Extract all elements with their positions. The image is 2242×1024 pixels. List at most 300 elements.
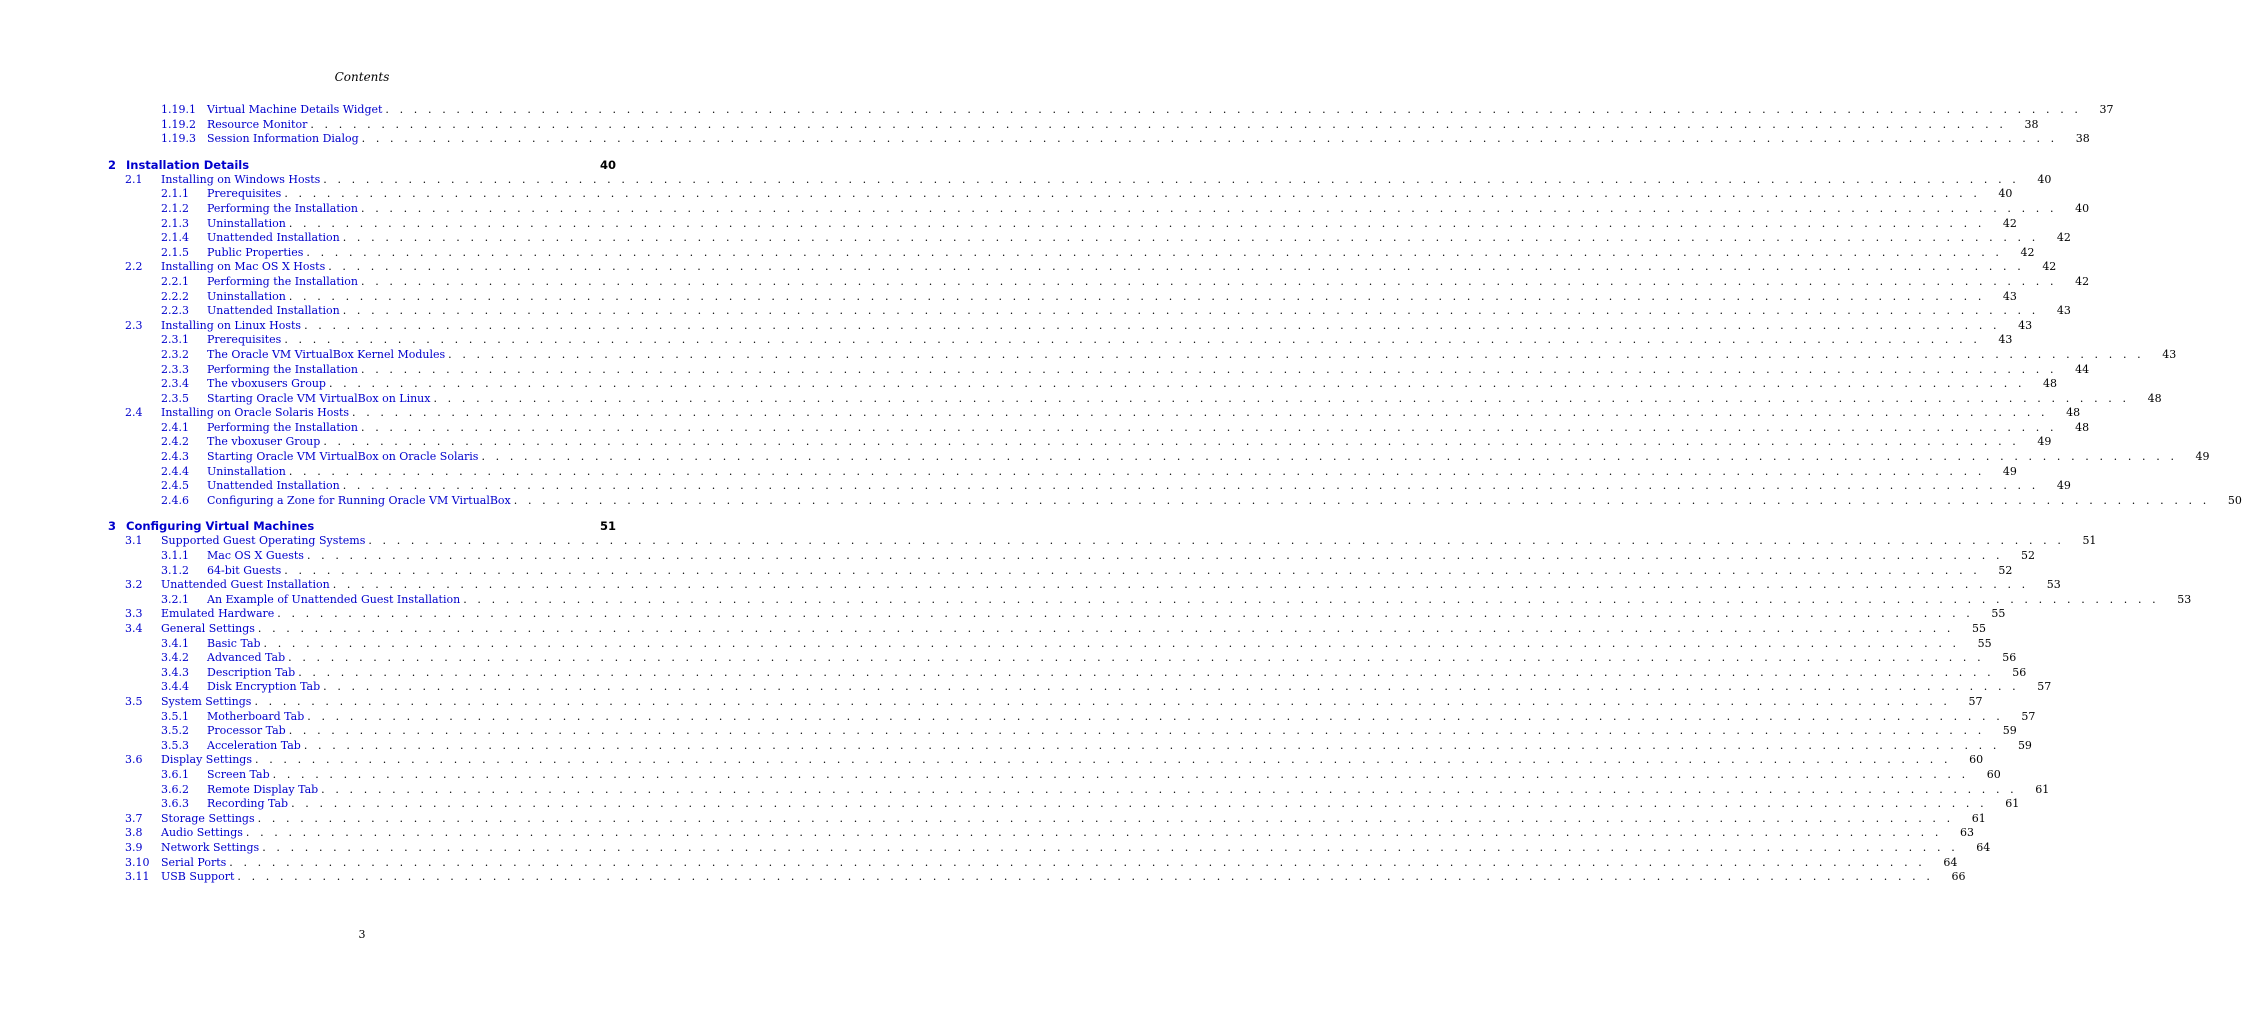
toc-entry-title[interactable]: Starting Oracle VM VirtualBox on Linux xyxy=(207,392,433,407)
toc-entry-title[interactable]: The Oracle VM VirtualBox Kernel Modules xyxy=(207,348,448,363)
toc-entry-page: 51 xyxy=(2082,534,2097,548)
toc-entry-title[interactable]: Serial Ports xyxy=(161,856,229,871)
toc-entry-page: 38 xyxy=(2075,132,2090,146)
toc-section[interactable] xyxy=(108,534,2097,549)
toc-entry-page: 59 xyxy=(2017,738,2032,752)
toc-entry-page: 42 xyxy=(2056,231,2071,245)
toc-entry-number[interactable]: 3.4.2 xyxy=(161,651,189,665)
toc-entry-title[interactable]: Public Properties xyxy=(207,246,306,261)
toc-entry-link[interactable] xyxy=(161,826,1974,841)
dot-leader: . . . . . . . . . . . . . . . . . . . . . . . . . . . . . . . . . . . . . . . . . . . . . . . . . . . . . . . . . . . . . . . . . . . . . . . . . . . . . . . . . . . . . . . . . . . . . . . . . . . . . . . . . . . . . . . . . . . . . . . . xyxy=(361,132,2058,146)
toc-entry-link[interactable] xyxy=(207,493,2242,509)
toc-entry-page: 43 xyxy=(2162,347,2177,361)
dot-leader: . . . . . . . . . . . . . . . . . . . . . . . . . . . . . . . . . . . . . . . . . . . . . . . . . . . . . . . . . . . . . . . . . . . . . . . . . . . . . . . . . . . . . . . . . . . . . . . . . . . . . . . . . . . . . . . . . . . . . . . . xyxy=(323,680,2020,694)
toc-entry-page: 61 xyxy=(2005,797,2020,811)
toc-entry-link[interactable] xyxy=(207,797,2020,812)
toc-entry-number[interactable]: 2.2.1 xyxy=(161,274,189,288)
toc-entry-number[interactable]: 2.4.5 xyxy=(161,479,189,493)
toc-subsection[interactable] xyxy=(108,187,2013,202)
dot-leader: . . . . . . . . . . . . . . . . . . . . . . . . . . . . . . . . . . . . . . . . . . . . . . . . . . . . . . . . . . . . . . . . . . . . . . . . . . . . . . . . . . . . . . . . . . . . . . . . . . . . . . . . . . . . . . . . . . . . . . . . xyxy=(307,709,2004,723)
toc-entry-number[interactable]: 3.4.1 xyxy=(161,636,189,650)
toc-subsection[interactable] xyxy=(108,132,2090,147)
toc-entry-title[interactable]: Recording Tab xyxy=(207,797,291,812)
toc-entry-page: 55 xyxy=(1977,636,1992,650)
toc-entry-title[interactable]: Network Settings xyxy=(161,841,262,856)
toc-entry-title[interactable]: Installing on Oracle Solaris Hosts xyxy=(161,406,352,421)
toc-entry-number[interactable]: 1.19.3 xyxy=(161,132,196,146)
toc-entry-link[interactable] xyxy=(207,767,2001,783)
toc-subsection[interactable] xyxy=(108,549,2036,564)
toc-entry-page: 42 xyxy=(2075,274,2090,288)
toc-entry-number[interactable]: 3.7 xyxy=(125,811,143,825)
dot-leader: . . . . . . . . . . . . . . . . . . . . . . . . . . . . . . . . . . . . . . . . . . . . . . . . . . . . . . . . . . . . . . . . . . . . . . . . . . . . . . . . . . . . . . . . . . . . . . . . . . . . . . . . . . . . . . . . . . . . . . . . xyxy=(284,187,1981,201)
toc-entry-title[interactable]: Prerequisites xyxy=(207,187,284,202)
dot-leader: . . . . . . . . . . . . . . . . . . . . . . . . . . . . . . . . . . . . . . . . . . . . . . . . . . . . . . . . . . . . . . . . . . . . . . . . . . . . . . . . . . . . . . . . . . . . . . . . . . . . . . . . . . . . . . . . . . . . . . . . xyxy=(291,797,1988,811)
toc-entry-link[interactable] xyxy=(207,782,2050,798)
toc-entry-page: 60 xyxy=(1986,767,2001,781)
toc-subsection[interactable] xyxy=(108,479,2071,494)
dot-leader: . . . . . . . . . . . . . . . . . . . . . . . . . . . . . . . . . . . . . . . . . . . . . . . . . . . . . . . . . . . . . . . . . . . . . . . . . . . . . . . . . . . . . . . . . . . . . . . . . . . . . . . . . . . . . . . . . . . . . . . . xyxy=(513,493,2210,507)
toc-entry-page: 49 xyxy=(2037,435,2052,449)
toc-entry-title[interactable]: Unattended Installation xyxy=(207,479,343,494)
toc-entry-title[interactable]: General Settings xyxy=(161,622,258,637)
section-gap xyxy=(108,147,616,158)
toc-entry-number[interactable]: 2.1 xyxy=(125,172,143,186)
toc-entry-page: 52 xyxy=(1998,563,2013,577)
toc-entry-link[interactable] xyxy=(161,753,1984,768)
toc-subsection[interactable] xyxy=(108,435,2052,450)
toc-entry-page: 43 xyxy=(2002,289,2017,303)
toc-entry-number[interactable]: 3.9 xyxy=(125,840,143,854)
toc-entry-page: 43 xyxy=(2056,304,2071,318)
toc-entry-title[interactable]: Session Information Dialog xyxy=(207,132,362,147)
toc-entry-page: 38 xyxy=(2024,117,2039,131)
toc-entry-title[interactable]: Installing on Mac OS X Hosts xyxy=(161,260,328,275)
toc-entry-title[interactable]: Installing on Windows Hosts xyxy=(161,173,323,188)
dot-leader: . . . . . . . . . . . . . . . . . . . . . . . . . . . . . . . . . . . . . . . . . . . . . . . . . . . . . . . . . . . . . . . . . . . . . . . . . . . . . . . . . . . . . . . . . . . . . . . . . . . . . . . . . . . . . . . . . . . . . . . . xyxy=(272,767,1969,781)
toc-entry-link[interactable] xyxy=(207,651,2017,666)
dot-leader: . . . . . . . . . . . . . . . . . . . . . . . . . . . . . . . . . . . . . . . . . . . . . . . . . . . . . . . . . . . . . . . . . . . . . . . . . . . . . . . . . . . . . . . . . . . . . . . . . . . . . . . . . . . . . . . . . . . . . . . . xyxy=(288,464,1985,478)
toc-entry-number[interactable]: 2.2.2 xyxy=(161,289,189,303)
toc-entry-title[interactable]: Unattended Installation xyxy=(207,304,343,319)
toc-entry-link[interactable] xyxy=(161,260,2057,275)
toc-subsection[interactable] xyxy=(108,665,2027,681)
toc-entry-page: 48 xyxy=(2147,391,2162,405)
toc-entry-page: 37 xyxy=(2099,103,2114,116)
toc-subsection[interactable] xyxy=(108,245,2035,261)
page-number: 3 xyxy=(358,928,366,941)
toc-entry-link[interactable] xyxy=(207,347,2177,363)
toc-entry-link[interactable] xyxy=(207,304,2071,319)
dot-leader: . . . . . . . . . . . . . . . . . . . . . . . . . . . . . . . . . . . . . . . . . . . . . . . . . . . . . . . . . . . . . . . . . . . . . . . . . . . . . . . . . . . . . . . . . . . . . . . . . . . . . . . . . . . . . . . . . . . . . . . . xyxy=(310,117,2007,131)
toc-subsection[interactable] xyxy=(108,377,2058,392)
toc-entry-page: 63 xyxy=(1959,826,1974,840)
toc-chapter-number[interactable]: 2 xyxy=(108,157,117,172)
toc-section[interactable] xyxy=(108,622,1986,637)
toc-entry-title[interactable]: 64-bit Guests xyxy=(207,564,284,579)
dot-leader: . . . . . . . . . . . . . . . . . . . . . . . . . . . . . . . . . . . . . . . . . . . . . . . . . . . . . . . . . . . . . . . . . . . . . . . . . . . . . . . . . . . . . . . . . . . . . . . . . . . . . . . . . . . . . . . . . . . . . . . . xyxy=(303,738,2000,752)
toc-entry-page: 42 xyxy=(2020,245,2035,259)
toc-entry-number[interactable]: 2.4.2 xyxy=(161,435,189,449)
dot-leader: . . . . . . . . . . . . . . . . . . . . . . . . . . . . . . . . . . . . . . . . . . . . . . . . . . . . . . . . . . . . . . . . . . . . . . . . . . . . . . . . . . . . . . . . . . . . . . . . . . . . . . . . . . . . . . . . . . . . . . . . xyxy=(245,826,1942,840)
toc-entry-title[interactable]: Uninstallation xyxy=(207,290,289,305)
toc-subsection[interactable] xyxy=(108,651,2017,666)
toc-entry-link[interactable] xyxy=(161,607,2006,622)
toc-entry-link[interactable] xyxy=(207,592,2192,608)
toc-entry-title[interactable]: Configuring a Zone for Running Oracle VM VirtualBox xyxy=(207,494,514,509)
toc-section[interactable] xyxy=(108,811,1986,827)
toc-entry-link[interactable] xyxy=(207,187,2013,202)
dot-leader: . . . . . . . . . . . . . . . . . . . . . . . . . . . . . . . . . . . . . . . . . . . . . . . . . . . . . . . . . . . . . . . . . . . . . . . . . . . . . . . . . . . . . . . . . . . . . . . . . . . . . . . . . . . . . . . . . . . . . . . . xyxy=(262,840,1959,854)
toc-subsection[interactable] xyxy=(108,231,2071,246)
toc-entry-number[interactable]: 2.3.1 xyxy=(161,333,189,347)
toc-entry-link[interactable] xyxy=(207,132,2090,147)
toc-entry-number[interactable]: 2.3.4 xyxy=(161,377,189,391)
toc-entry-page: 55 xyxy=(1972,622,1986,635)
toc-entry-link[interactable] xyxy=(207,289,2017,305)
toc-entry-title[interactable]: Performing the Installation xyxy=(207,421,361,436)
toc-entry-link[interactable] xyxy=(161,172,2052,188)
toc-section[interactable] xyxy=(108,172,2052,188)
toc-subsection[interactable] xyxy=(108,274,2090,290)
toc-subsection[interactable] xyxy=(108,709,2036,725)
toc-entry-number[interactable]: 3.1 xyxy=(125,534,143,548)
toc-entry-link[interactable] xyxy=(207,479,2071,494)
toc-entry-page: 42 xyxy=(2042,260,2057,274)
toc-section[interactable] xyxy=(108,406,2081,421)
toc-entry-link[interactable] xyxy=(207,333,2013,348)
toc-entry-link[interactable] xyxy=(207,709,2036,725)
toc-entry-page: 44 xyxy=(2075,362,2090,376)
toc-entry-link[interactable] xyxy=(207,117,2039,133)
toc-entry-page: 64 xyxy=(1976,840,1991,854)
toc-entry-number[interactable]: 3.3 xyxy=(125,607,143,621)
toc-entry-page: 43 xyxy=(1998,333,2013,347)
toc-entry-page: 61 xyxy=(2035,782,2050,796)
dot-leader: . . . . . . . . . . . . . . . . . . . . . . . . . . . . . . . . . . . . . . . . . . . . . . . . . . . . . . . . . . . . . . . . . . . . . . . . . . . . . . . . . . . . . . . . . . . . . . . . . . . . . . . . . . . . . . . . . . . . . . . . xyxy=(237,870,1934,884)
toc-entry-page: 48 xyxy=(2066,406,2081,420)
toc-entry-title[interactable]: Acceleration Tab xyxy=(207,739,304,754)
toc-entry-link[interactable] xyxy=(207,362,2090,378)
toc-entry-title[interactable]: Performing the Installation xyxy=(207,363,361,378)
toc-entry-number[interactable]: 1.19.2 xyxy=(161,117,196,131)
dot-leader: . . . . . . . . . . . . . . . . . . . . . . . . . . . . . . . . . . . . . . . . . . . . . . . . . . . . . . . . . . . . . . . . . . . . . . . . . . . . . . . . . . . . . . . . . . . . . . . . . . . . . . . . . . . . . . . . . . . . . . . . xyxy=(433,391,2130,405)
toc-section[interactable] xyxy=(108,870,1966,885)
toc-entry-number[interactable]: 2.2.3 xyxy=(161,304,189,318)
toc-entry-page: 64 xyxy=(1943,855,1958,869)
toc-entry-title[interactable]: Processor Tab xyxy=(207,724,289,739)
toc-entry-link[interactable] xyxy=(207,420,2090,436)
toc-entry-number[interactable]: 3.10 xyxy=(125,855,150,869)
toc-entry-link[interactable] xyxy=(207,274,2090,290)
toc-subsection[interactable] xyxy=(108,347,2177,363)
toc-entry-link[interactable] xyxy=(161,855,1958,871)
toc-entry-title[interactable]: Storage Settings xyxy=(161,812,258,827)
toc-section[interactable] xyxy=(108,826,1974,841)
toc-entry-link[interactable] xyxy=(207,245,2035,261)
toc-entry-title[interactable]: Performing the Installation xyxy=(207,275,361,290)
toc-entry-link[interactable] xyxy=(207,724,2017,739)
toc-entry-page: 59 xyxy=(2002,724,2017,738)
dot-leader: . . . . . . . . . . . . . . . . . . . . . . . . . . . . . . . . . . . . . . . . . . . . . . . . . . . . . . . . . . . . . . . . . . . . . . . . . . . . . . . . . . . . . . . . . . . . . . . . . . . . . . . . . . . . . . . . . . . . . . . . xyxy=(368,534,2065,548)
toc-entry-page: 57 xyxy=(2021,709,2036,723)
toc-entry-page: 53 xyxy=(2177,592,2192,606)
toc-entry-title[interactable]: Emulated Hardware xyxy=(161,607,277,622)
toc-entry-link[interactable] xyxy=(207,201,2090,217)
toc-subsection[interactable] xyxy=(108,797,2020,812)
toc-section[interactable] xyxy=(108,607,2006,622)
toc-section[interactable] xyxy=(108,855,1958,871)
toc-entry-number[interactable]: 2.1.3 xyxy=(161,216,189,230)
toc-entry-title[interactable]: Starting Oracle VM VirtualBox on Oracle Solaris xyxy=(207,450,481,465)
toc-entry-number[interactable]: 2.3.2 xyxy=(161,347,189,361)
dot-leader: . . . . . . . . . . . . . . . . . . . . . . . . . . . . . . . . . . . . . . . . . . . . . . . . . . . . . . . . . . . . . . . . . . . . . . . . . . . . . . . . . . . . . . . . . . . . . . . . . . . . . . . . . . . . . . . . . . . . . . . . xyxy=(255,753,1952,767)
toc-entry-page: 53 xyxy=(2046,578,2061,592)
dot-leader: . . . . . . . . . . . . . . . . . . . . . . . . . . . . . . . . . . . . . . . . . . . . . . . . . . . . . . . . . . . . . . . . . . . . . . . . . . . . . . . . . . . . . . . . . . . . . . . . . . . . . . . . . . . . . . . . . . . . . . . . xyxy=(323,172,2020,186)
toc-entry-page: 57 xyxy=(2037,680,2052,694)
toc-entry-title[interactable]: Performing the Installation xyxy=(207,202,361,217)
dot-leader: . . . . . . . . . . . . . . . . . . . . . . . . . . . . . . . . . . . . . . . . . . . . . . . . . . . . . . . . . . . . . . . . . . . . . . . . . . . . . . . . . . . . . . . . . . . . . . . . . . . . . . . . . . . . . . . . . . . . . . . . xyxy=(254,694,1951,708)
toc-entry-title[interactable]: Audio Settings xyxy=(161,826,246,841)
toc-entry-title[interactable]: Unattended Installation xyxy=(207,231,343,246)
toc-entry-number[interactable]: 2.4.1 xyxy=(161,420,189,434)
toc-section[interactable] xyxy=(108,578,2061,593)
toc-entry-page: 49 xyxy=(2002,464,2017,478)
toc-entry-page: 48 xyxy=(2075,420,2090,434)
toc-section[interactable] xyxy=(108,840,1991,856)
toc-entry-title[interactable]: Virtual Machine Details Widget xyxy=(207,103,385,118)
toc-entry-link[interactable] xyxy=(161,622,1986,637)
dot-leader: . . . . . . . . . . . . . . . . . . . . . . . . . . . . . . . . . . . . . . . . . . . . . . . . . . . . . . . . . . . . . . . . . . . . . . . . . . . . . . . . . . . . . . . . . . . . . . . . . . . . . . . . . . . . . . . . . . . . . . . . xyxy=(284,333,1981,347)
toc-entry-number[interactable]: 3.4 xyxy=(125,622,143,635)
toc-entry-number[interactable]: 3.5.2 xyxy=(161,724,189,738)
toc-entry-link[interactable] xyxy=(207,377,2058,392)
dot-leader: . . . . . . . . . . . . . . . . . . . . . . . . . . . . . . . . . . . . . . . . . . . . . . . . . . . . . . . . . . . . . . . . . . . . . . . . . . . . . . . . . . . . . . . . . . . . . . . . . . . . . . . . . . . . . . . . . . . . . . . . xyxy=(361,420,2058,434)
dot-leader: . . . . . . . . . . . . . . . . . . . . . . . . . . . . . . . . . . . . . . . . . . . . . . . . . . . . . . . . . . . . . . . . . . . . . . . . . . . . . . . . . . . . . . . . . . . . . . . . . . . . . . . . . . . . . . . . . . . . . . . . xyxy=(361,362,2058,376)
dot-leader: . . . . . . . . . . . . . . . . . . . . . . . . . . . . . . . . . . . . . . . . . . . . . . . . . . . . . . . . . . . . . . . . . . . . . . . . . . . . . . . . . . . . . . . . . . . . . . . . . . . . . . . . . . . . . . . . . . . . . . . . xyxy=(352,406,2049,420)
dot-leader: . . . . . . . . . . . . . . . . . . . . . . . . . . . . . . . . . . . . . . . . . . . . . . . . . . . . . . . . . . . . . . . . . . . . . . . . . . . . . . . . . . . . . . . . . . . . . . . . . . . . . . . . . . . . . . . . . . . . . . . . xyxy=(288,651,1985,665)
toc-subsection[interactable] xyxy=(108,464,2017,480)
toc-entry-number[interactable]: 2.3.3 xyxy=(161,362,189,376)
toc-entry-title[interactable]: Resource Monitor xyxy=(207,118,310,133)
toc-entry-number[interactable]: 2.1.2 xyxy=(161,201,189,215)
toc-entry-page: 40 xyxy=(2075,201,2090,215)
toc-entry-number[interactable]: 1.19.1 xyxy=(161,103,196,116)
toc-subsection[interactable] xyxy=(108,782,2050,798)
toc-subsection[interactable] xyxy=(108,391,2162,407)
toc-entry-page: 40 xyxy=(1998,187,2013,201)
toc-entry-number[interactable]: 3.11 xyxy=(125,870,150,884)
toc-entry-title[interactable]: Screen Tab xyxy=(207,768,273,783)
toc-subsection[interactable] xyxy=(108,724,2017,739)
toc-entry-link[interactable] xyxy=(207,231,2071,246)
toc-entry-link[interactable] xyxy=(207,636,1992,652)
toc-subsection[interactable] xyxy=(108,103,2114,118)
toc-entry-title[interactable]: Description Tab xyxy=(207,666,298,681)
toc-entry-page: 66 xyxy=(1951,870,1966,884)
toc-entry-page: 56 xyxy=(2002,651,2017,665)
toc-subsection[interactable] xyxy=(108,563,2013,579)
toc-subsection[interactable] xyxy=(108,450,2210,465)
toc-entry-number[interactable]: 3.1.2 xyxy=(161,563,189,577)
toc-entry-link[interactable] xyxy=(207,435,2052,450)
toc-entry-title[interactable]: The vboxuser Group xyxy=(207,435,323,450)
toc-entry-title[interactable]: Display Settings xyxy=(161,753,255,768)
dot-leader: . . . . . . . . . . . . . . . . . . . . . . . . . . . . . . . . . . . . . . . . . . . . . . . . . . . . . . . . . . . . . . . . . . . . . . . . . . . . . . . . . . . . . . . . . . . . . . . . . . . . . . . . . . . . . . . . . . . . . . . . xyxy=(328,260,2025,274)
toc-entry-number[interactable]: 2.4.3 xyxy=(161,450,189,464)
toc-entry-page: 61 xyxy=(1971,811,1986,825)
toc-entry-page: 50 xyxy=(2227,493,2242,507)
toc-entry-title[interactable]: Uninstallation xyxy=(207,465,289,480)
toc-chapter[interactable] xyxy=(108,158,616,173)
toc-entry-number[interactable]: 2.2 xyxy=(125,260,143,274)
toc-entry-number[interactable]: 3.6.3 xyxy=(161,797,189,811)
toc-entry-number[interactable]: 2.1.5 xyxy=(161,245,189,259)
dot-leader: . . . . . . . . . . . . . . . . . . . . . . . . . . . . . . . . . . . . . . . . . . . . . . . . . . . . . . . . . . . . . . . . . . . . . . . . . . . . . . . . . . . . . . . . . . . . . . . . . . . . . . . . . . . . . . . . . . . . . . . . xyxy=(342,479,2039,493)
toc-entry-link[interactable] xyxy=(207,103,2114,118)
dot-leader: . . . . . . . . . . . . . . . . . . . . . . . . . . . . . . . . . . . . . . . . . . . . . . . . . . . . . . . . . . . . . . . . . . . . . . . . . . . . . . . . . . . . . . . . . . . . . . . . . . . . . . . . . . . . . . . . . . . . . . . . xyxy=(284,563,1981,577)
toc-entry-title[interactable]: Disk Encryption Tab xyxy=(207,680,323,695)
toc-section[interactable] xyxy=(108,753,1984,768)
toc-entry-number[interactable]: 2.4 xyxy=(125,406,143,420)
toc-entry-number[interactable]: 3.1.1 xyxy=(161,549,189,563)
toc-entry-title[interactable]: Installing on Linux Hosts xyxy=(161,319,304,334)
toc-section[interactable] xyxy=(108,694,1983,710)
toc-entry-link[interactable] xyxy=(161,870,1966,885)
toc-entry-number[interactable]: 3.2 xyxy=(125,578,143,592)
toc-entry-number[interactable]: 3.6.1 xyxy=(161,767,189,781)
dot-leader: . . . . . . . . . . . . . . . . . . . . . . . . . . . . . . . . . . . . . . . . . . . . . . . . . . . . . . . . . . . . . . . . . . . . . . . . . . . . . . . . . . . . . . . . . . . . . . . . . . . . . . . . . . . . . . . . . . . . . . . . xyxy=(277,607,1974,621)
toc-entry-number[interactable]: 3.6 xyxy=(125,753,143,767)
toc-entry-number[interactable]: 2.3.5 xyxy=(161,391,189,405)
toc-entry-link[interactable] xyxy=(207,563,2013,579)
toc-section[interactable] xyxy=(108,260,2057,275)
section-gap xyxy=(108,508,616,519)
dot-leader: . . . . . . . . . . . . . . . . . . . . . . . . . . . . . . . . . . . . . . . . . . . . . . . . . . . . . . . . . . . . . . . . . . . . . . . . . . . . . . . . . . . . . . . . . . . . . . . . . . . . . . . . . . . . . . . . . . . . . . . . xyxy=(257,811,1954,825)
toc-subsection[interactable] xyxy=(108,117,2039,133)
toc-entry-title[interactable]: Supported Guest Operating Systems xyxy=(161,534,368,549)
toc-subsection[interactable] xyxy=(108,289,2017,305)
dot-leader: . . . . . . . . . . . . . . . . . . . . . . . . . . . . . . . . . . . . . . . . . . . . . . . . . . . . . . . . . . . . . . . . . . . . . . . . . . . . . . . . . . . . . . . . . . . . . . . . . . . . . . . . . . . . . . . . . . . . . . . . xyxy=(385,103,2082,116)
toc-subsection[interactable] xyxy=(108,493,2242,509)
toc-entry-number[interactable]: 3.8 xyxy=(125,826,143,840)
toc-entry-link[interactable] xyxy=(161,578,2061,593)
toc-entry-title[interactable]: Remote Display Tab xyxy=(207,783,321,798)
dot-leader: . . . . . . . . . . . . . . . . . . . . . . . . . . . . . . . . . . . . . . . . . . . . . . . . . . . . . . . . . . . . . . . . . . . . . . . . . . . . . . . . . . . . . . . . . . . . . . . . . . . . . . . . . . . . . . . . . . . . . . . . xyxy=(288,724,1985,738)
toc-subsection[interactable] xyxy=(108,420,2090,436)
dot-leader: . . . . . . . . . . . . . . . . . . . . . . . . . . . . . . . . . . . . . . . . . . . . . . . . . . . . . . . . . . . . . . . . . . . . . . . . . . . . . . . . . . . . . . . . . . . . . . . . . . . . . . . . . . . . . . . . . . . . . . . . xyxy=(463,592,2160,606)
toc-entry-link[interactable] xyxy=(207,216,2017,232)
toc-subsection[interactable] xyxy=(108,304,2071,319)
toc-subsection[interactable] xyxy=(108,680,2052,695)
toc-entry-page: 56 xyxy=(2012,665,2027,679)
toc-entry-link[interactable] xyxy=(161,811,1986,827)
toc-entry-title[interactable]: Motherboard Tab xyxy=(207,710,307,725)
toc-chapter-title[interactable]: Installation Details xyxy=(126,157,250,172)
toc-entry-link[interactable] xyxy=(161,318,2033,334)
dot-leader: . . . . . . . . . . . . . . . . . . . . . . . . . . . . . . . . . . . . . . . . . . . . . . . . . . . . . . . . . . . . . . . . . . . . . . . . . . . . . . . . . . . . . . . . . . . . . . . . . . . . . . . . . . . . . . . . . . . . . . . . xyxy=(298,665,1995,679)
toc-entry-page: 57 xyxy=(1968,694,1983,708)
toc-entry-number[interactable]: 2.1.1 xyxy=(161,187,189,201)
toc-chapter[interactable] xyxy=(108,519,616,534)
dot-leader: . . . . . . . . . . . . . . . . . . . . . . . . . . . . . . . . . . . . . . . . . . . . . . . . . . . . . . . . . . . . . . . . . . . . . . . . . . . . . . . . . . . . . . . . . . . . . . . . . . . . . . . . . . . . . . . . . . . . . . . . xyxy=(321,782,2018,796)
toc-entry-number[interactable]: 3.5 xyxy=(125,694,143,708)
toc-chapter-page: 40 xyxy=(599,157,616,172)
toc-entry-link[interactable] xyxy=(161,534,2097,549)
toc-entry-page: 40 xyxy=(2037,172,2052,186)
toc-entry-title[interactable]: Unattended Guest Installation xyxy=(161,578,333,593)
toc-section[interactable] xyxy=(108,318,2033,334)
toc-entry-number[interactable]: 2.4.6 xyxy=(161,493,189,507)
toc-entry-title[interactable]: Mac OS X Guests xyxy=(207,549,307,564)
toc-entry-page: 42 xyxy=(2002,216,2017,230)
toc-entry-title[interactable]: Prerequisites xyxy=(207,333,284,348)
toc-entry-link[interactable] xyxy=(161,694,1983,710)
toc-entry-number[interactable]: 3.5.3 xyxy=(161,738,189,752)
toc-entry-title[interactable]: System Settings xyxy=(161,695,254,710)
toc-subsection[interactable] xyxy=(108,201,2090,217)
toc-entry-number[interactable]: 3.5.1 xyxy=(161,709,189,723)
toc-entry-link[interactable] xyxy=(161,406,2081,421)
toc-entry-link[interactable] xyxy=(207,738,2032,754)
toc-entry-title[interactable]: An Example of Unattended Guest Installation xyxy=(207,593,463,608)
toc-entry-link[interactable] xyxy=(161,840,1991,856)
toc-chapter-number[interactable]: 3 xyxy=(108,519,117,534)
dot-leader: . . . . . . . . . . . . . . . . . . . . . . . . . . . . . . . . . . . . . . . . . . . . . . . . . . . . . . . . . . . . . . . . . . . . . . . . . . . . . . . . . . . . . . . . . . . . . . . . . . . . . . . . . . . . . . . . . . . . . . . . xyxy=(448,347,2145,361)
toc-chapter-title[interactable]: Configuring Virtual Machines xyxy=(126,519,315,534)
toc-entry-number[interactable]: 3.6.2 xyxy=(161,782,189,796)
toc-entry-number[interactable]: 3.2.1 xyxy=(161,592,189,606)
toc-subsection[interactable] xyxy=(108,333,2013,348)
dot-leader: . . . . . . . . . . . . . . . . . . . . . . . . . . . . . . . . . . . . . . . . . . . . . . . . . . . . . . . . . . . . . . . . . . . . . . . . . . . . . . . . . . . . . . . . . . . . . . . . . . . . . . . . . . . . . . . . . . . . . . . . xyxy=(342,304,2039,318)
toc-entry-number[interactable]: 3.4.4 xyxy=(161,680,189,694)
toc-entry-link[interactable] xyxy=(207,450,2210,465)
toc-entry-link[interactable] xyxy=(207,549,2036,564)
toc-entry-title[interactable]: Basic Tab xyxy=(207,637,264,652)
toc-entry-title[interactable]: The vboxusers Group xyxy=(207,377,329,392)
toc-entry-page: 48 xyxy=(2043,377,2058,391)
toc-subsection[interactable] xyxy=(108,767,2001,783)
toc-entry-title[interactable]: USB Support xyxy=(161,870,237,885)
toc-entry-title[interactable]: Uninstallation xyxy=(207,217,289,232)
toc-entry-number[interactable]: 2.3 xyxy=(125,318,143,332)
toc-entry-link[interactable] xyxy=(207,680,2052,695)
toc-entry-page: 60 xyxy=(1969,753,1984,767)
dot-leader: . . . . . . . . . . . . . . . . . . . . . . . . . . . . . . . . . . . . . . . . . . . . . . . . . . . . . . . . . . . . . . . . . . . . . . . . . . . . . . . . . . . . . . . . . . . . . . . . . . . . . . . . . . . . . . . . . . . . . . . . xyxy=(306,245,2003,259)
dot-leader: . . . . . . . . . . . . . . . . . . . . . . . . . . . . . . . . . . . . . . . . . . . . . . . . . . . . . . . . . . . . . . . . . . . . . . . . . . . . . . . . . . . . . . . . . . . . . . . . . . . . . . . . . . . . . . . . . . . . . . . . xyxy=(257,622,1954,635)
toc-subsection[interactable] xyxy=(108,738,2032,754)
dot-leader: . . . . . . . . . . . . . . . . . . . . . . . . . . . . . . . . . . . . . . . . . . . . . . . . . . . . . . . . . . . . . . . . . . . . . . . . . . . . . . . . . . . . . . . . . . . . . . . . . . . . . . . . . . . . . . . . . . . . . . . . xyxy=(361,201,2058,215)
running-header: Contents xyxy=(334,70,390,84)
toc-entry-number[interactable]: 2.4.4 xyxy=(161,464,189,478)
toc-entry-link[interactable] xyxy=(207,391,2162,407)
toc-entry-page: 49 xyxy=(2195,450,2210,464)
toc-subsection[interactable] xyxy=(108,636,1992,652)
toc-entry-title[interactable]: Advanced Tab xyxy=(207,651,288,666)
toc-entry-number[interactable]: 2.1.4 xyxy=(161,231,189,245)
toc-entry-link[interactable] xyxy=(207,665,2027,681)
dot-leader: . . . . . . . . . . . . . . . . . . . . . . . . . . . . . . . . . . . . . . . . . . . . . . . . . . . . . . . . . . . . . . . . . . . . . . . . . . . . . . . . . . . . . . . . . . . . . . . . . . . . . . . . . . . . . . . . . . . . . . . . xyxy=(361,274,2058,288)
toc-subsection[interactable] xyxy=(108,216,2017,232)
dot-leader: . . . . . . . . . . . . . . . . . . . . . . . . . . . . . . . . . . . . . . . . . . . . . . . . . . . . . . . . . . . . . . . . . . . . . . . . . . . . . . . . . . . . . . . . . . . . . . . . . . . . . . . . . . . . . . . . . . . . . . . . xyxy=(263,636,1960,650)
toc-entry-number[interactable]: 3.4.3 xyxy=(161,665,189,679)
toc-subsection[interactable] xyxy=(108,362,2090,378)
toc-entry-link[interactable] xyxy=(207,464,2017,480)
toc-subsection[interactable] xyxy=(108,592,2192,608)
dot-leader: . . . . . . . . . . . . . . . . . . . . . . . . . . . . . . . . . . . . . . . . . . . . . . . . . . . . . . . . . . . . . . . . . . . . . . . . . . . . . . . . . . . . . . . . . . . . . . . . . . . . . . . . . . . . . . . . . . . . . . . . xyxy=(288,289,1985,303)
dot-leader: . . . . . . . . . . . . . . . . . . . . . . . . . . . . . . . . . . . . . . . . . . . . . . . . . . . . . . . . . . . . . . . . . . . . . . . . . . . . . . . . . . . . . . . . . . . . . . . . . . . . . . . . . . . . . . . . . . . . . . . . xyxy=(323,435,2020,449)
dot-leader: . . . . . . . . . . . . . . . . . . . . . . . . . . . . . . . . . . . . . . . . . . . . . . . . . . . . . . . . . . . . . . . . . . . . . . . . . . . . . . . . . . . . . . . . . . . . . . . . . . . . . . . . . . . . . . . . . . . . . . . . xyxy=(288,216,1985,230)
